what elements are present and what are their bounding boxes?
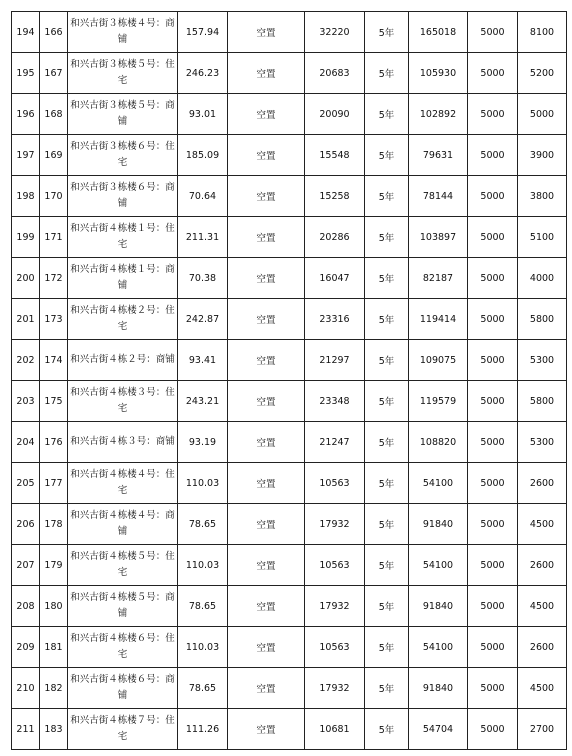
cell-lease-term: 5年 [365,668,409,709]
table-row [12,627,567,668]
cell-row-number: 207 [12,545,40,586]
cell-total: 165018 [409,12,468,53]
cell-deposit: 5000 [468,94,518,135]
cell-property-name: 和兴古街４栋楼５号：住宅 [68,545,178,586]
cell-area: 70.38 [178,258,228,299]
cell-deposit: 5000 [468,340,518,381]
cell-row-number: 200 [12,258,40,299]
cell-amount: 4000 [518,258,567,299]
table-row [12,709,567,750]
cell-total: 91840 [409,504,468,545]
cell-status: 空置 [228,545,305,586]
cell-status: 空置 [228,381,305,422]
cell-total: 79631 [409,135,468,176]
cell-lease-term: 5年 [365,422,409,463]
cell-status: 空置 [228,217,305,258]
cell-price: 10563 [305,545,365,586]
cell-property-name: 和兴古街４栋楼３号：住宅 [68,381,178,422]
cell-area: 110.03 [178,463,228,504]
cell-deposit: 5000 [468,12,518,53]
cell-deposit: 5000 [468,217,518,258]
cell-property-name: 和兴古街４栋楼１号：住宅 [68,217,178,258]
cell-sequence: 183 [40,709,68,750]
cell-amount: 4500 [518,504,567,545]
cell-total: 82187 [409,258,468,299]
cell-property-name: 和兴古街４栋楼４号：住宅 [68,463,178,504]
cell-deposit: 5000 [468,53,518,94]
cell-amount: 3900 [518,135,567,176]
cell-amount: 2600 [518,545,567,586]
cell-total: 54704 [409,709,468,750]
cell-area: 111.26 [178,709,228,750]
cell-sequence: 180 [40,586,68,627]
cell-lease-term: 5年 [365,504,409,545]
table-row [12,53,567,94]
cell-total: 91840 [409,668,468,709]
cell-price: 15548 [305,135,365,176]
cell-area: 70.64 [178,176,228,217]
cell-sequence: 182 [40,668,68,709]
table-row [12,545,567,586]
cell-price: 15258 [305,176,365,217]
cell-price: 32220 [305,12,365,53]
cell-row-number: 199 [12,217,40,258]
cell-sequence: 172 [40,258,68,299]
cell-sequence: 178 [40,504,68,545]
cell-property-name: 和兴古街３栋楼５号：住宅 [68,53,178,94]
cell-area: 211.31 [178,217,228,258]
cell-deposit: 5000 [468,381,518,422]
cell-deposit: 5000 [468,299,518,340]
cell-lease-term: 5年 [365,381,409,422]
cell-lease-term: 5年 [365,586,409,627]
cell-lease-term: 5年 [365,627,409,668]
cell-total: 91840 [409,586,468,627]
cell-sequence: 175 [40,381,68,422]
cell-property-name: 和兴古街３栋楼４号：商铺 [68,12,178,53]
cell-price: 17932 [305,668,365,709]
cell-status: 空置 [228,627,305,668]
table-row [12,340,567,381]
cell-row-number: 208 [12,586,40,627]
cell-price: 20286 [305,217,365,258]
cell-status: 空置 [228,299,305,340]
table-row [12,586,567,627]
cell-total: 103897 [409,217,468,258]
cell-area: 185.09 [178,135,228,176]
cell-deposit: 5000 [468,135,518,176]
cell-lease-term: 5年 [365,217,409,258]
cell-row-number: 205 [12,463,40,504]
cell-area: 110.03 [178,627,228,668]
cell-total: 54100 [409,627,468,668]
cell-amount: 2600 [518,627,567,668]
cell-area: 242.87 [178,299,228,340]
cell-deposit: 5000 [468,627,518,668]
cell-deposit: 5000 [468,668,518,709]
cell-amount: 4500 [518,668,567,709]
cell-amount: 3800 [518,176,567,217]
table-row [12,258,567,299]
cell-row-number: 196 [12,94,40,135]
cell-area: 157.94 [178,12,228,53]
cell-total: 119579 [409,381,468,422]
cell-sequence: 181 [40,627,68,668]
cell-sequence: 179 [40,545,68,586]
cell-price: 21247 [305,422,365,463]
cell-deposit: 5000 [468,709,518,750]
cell-amount: 5300 [518,340,567,381]
table-row [12,381,567,422]
cell-property-name: 和兴古街４栋楼５号：商铺 [68,586,178,627]
cell-row-number: 202 [12,340,40,381]
cell-sequence: 168 [40,94,68,135]
cell-price: 16047 [305,258,365,299]
cell-sequence: 173 [40,299,68,340]
table-row [12,217,567,258]
cell-sequence: 174 [40,340,68,381]
cell-deposit: 5000 [468,176,518,217]
cell-row-number: 201 [12,299,40,340]
cell-lease-term: 5年 [365,545,409,586]
cell-area: 78.65 [178,504,228,545]
cell-area: 78.65 [178,586,228,627]
cell-row-number: 198 [12,176,40,217]
cell-row-number: 206 [12,504,40,545]
cell-lease-term: 5年 [365,135,409,176]
cell-deposit: 5000 [468,545,518,586]
cell-price: 10563 [305,463,365,504]
cell-status: 空置 [228,135,305,176]
cell-lease-term: 5年 [365,258,409,299]
cell-row-number: 203 [12,381,40,422]
cell-amount: 4500 [518,586,567,627]
cell-price: 10563 [305,627,365,668]
cell-deposit: 5000 [468,586,518,627]
cell-status: 空置 [228,94,305,135]
table-row [12,12,567,53]
cell-area: 243.21 [178,381,228,422]
table-row [12,422,567,463]
table-row [12,668,567,709]
cell-area: 93.01 [178,94,228,135]
cell-area: 93.19 [178,422,228,463]
cell-price: 23348 [305,381,365,422]
cell-sequence: 169 [40,135,68,176]
cell-amount: 5200 [518,53,567,94]
cell-status: 空置 [228,668,305,709]
cell-lease-term: 5年 [365,176,409,217]
cell-status: 空置 [228,53,305,94]
cell-area: 110.03 [178,545,228,586]
cell-amount: 8100 [518,12,567,53]
cell-deposit: 5000 [468,258,518,299]
cell-lease-term: 5年 [365,463,409,504]
cell-row-number: 209 [12,627,40,668]
cell-total: 108820 [409,422,468,463]
cell-sequence: 166 [40,12,68,53]
cell-price: 20090 [305,94,365,135]
cell-status: 空置 [228,258,305,299]
cell-amount: 5100 [518,217,567,258]
cell-property-name: 和兴古街４栋３号：商铺 [68,422,178,463]
cell-status: 空置 [228,340,305,381]
table-body [12,12,567,750]
cell-property-name: 和兴古街３栋楼５号：商铺 [68,94,178,135]
cell-price: 17932 [305,504,365,545]
cell-property-name: 和兴古街４栋楼７号：住宅 [68,709,178,750]
cell-price: 20683 [305,53,365,94]
cell-property-name: 和兴古街３栋楼６号：住宅 [68,135,178,176]
cell-property-name: 和兴古街４栋楼２号：住宅 [68,299,178,340]
table-row [12,299,567,340]
cell-total: 102892 [409,94,468,135]
cell-status: 空置 [228,422,305,463]
cell-total: 105930 [409,53,468,94]
cell-price: 21297 [305,340,365,381]
cell-row-number: 197 [12,135,40,176]
cell-price: 17932 [305,586,365,627]
cell-property-name: 和兴古街４栋楼１号：商铺 [68,258,178,299]
cell-deposit: 5000 [468,422,518,463]
cell-sequence: 167 [40,53,68,94]
cell-lease-term: 5年 [365,299,409,340]
property-table [11,11,567,750]
cell-sequence: 177 [40,463,68,504]
cell-status: 空置 [228,12,305,53]
cell-status: 空置 [228,176,305,217]
cell-property-name: 和兴古街４栋楼６号：商铺 [68,668,178,709]
cell-status: 空置 [228,504,305,545]
table-row [12,463,567,504]
cell-total: 54100 [409,545,468,586]
cell-price: 10681 [305,709,365,750]
cell-lease-term: 5年 [365,94,409,135]
cell-total: 109075 [409,340,468,381]
cell-total: 119414 [409,299,468,340]
cell-status: 空置 [228,463,305,504]
cell-status: 空置 [228,709,305,750]
cell-property-name: 和兴古街４栋２号：商铺 [68,340,178,381]
table-row [12,176,567,217]
table-row [12,94,567,135]
cell-sequence: 170 [40,176,68,217]
cell-amount: 5000 [518,94,567,135]
cell-row-number: 211 [12,709,40,750]
table-row [12,135,567,176]
cell-total: 54100 [409,463,468,504]
cell-row-number: 210 [12,668,40,709]
cell-lease-term: 5年 [365,53,409,94]
table-row [12,504,567,545]
cell-deposit: 5000 [468,504,518,545]
cell-row-number: 195 [12,53,40,94]
cell-area: 93.41 [178,340,228,381]
cell-property-name: 和兴古街３栋楼６号：商铺 [68,176,178,217]
cell-amount: 2700 [518,709,567,750]
cell-sequence: 176 [40,422,68,463]
cell-amount: 5800 [518,381,567,422]
cell-row-number: 204 [12,422,40,463]
cell-lease-term: 5年 [365,12,409,53]
cell-total: 78144 [409,176,468,217]
cell-amount: 5300 [518,422,567,463]
cell-sequence: 171 [40,217,68,258]
cell-amount: 2600 [518,463,567,504]
cell-amount: 5800 [518,299,567,340]
cell-property-name: 和兴古街４栋楼６号：住宅 [68,627,178,668]
cell-lease-term: 5年 [365,709,409,750]
cell-deposit: 5000 [468,463,518,504]
cell-area: 78.65 [178,668,228,709]
cell-row-number: 194 [12,12,40,53]
cell-price: 23316 [305,299,365,340]
cell-status: 空置 [228,586,305,627]
cell-lease-term: 5年 [365,340,409,381]
cell-area: 246.23 [178,53,228,94]
cell-property-name: 和兴古街４栋楼４号：商铺 [68,504,178,545]
